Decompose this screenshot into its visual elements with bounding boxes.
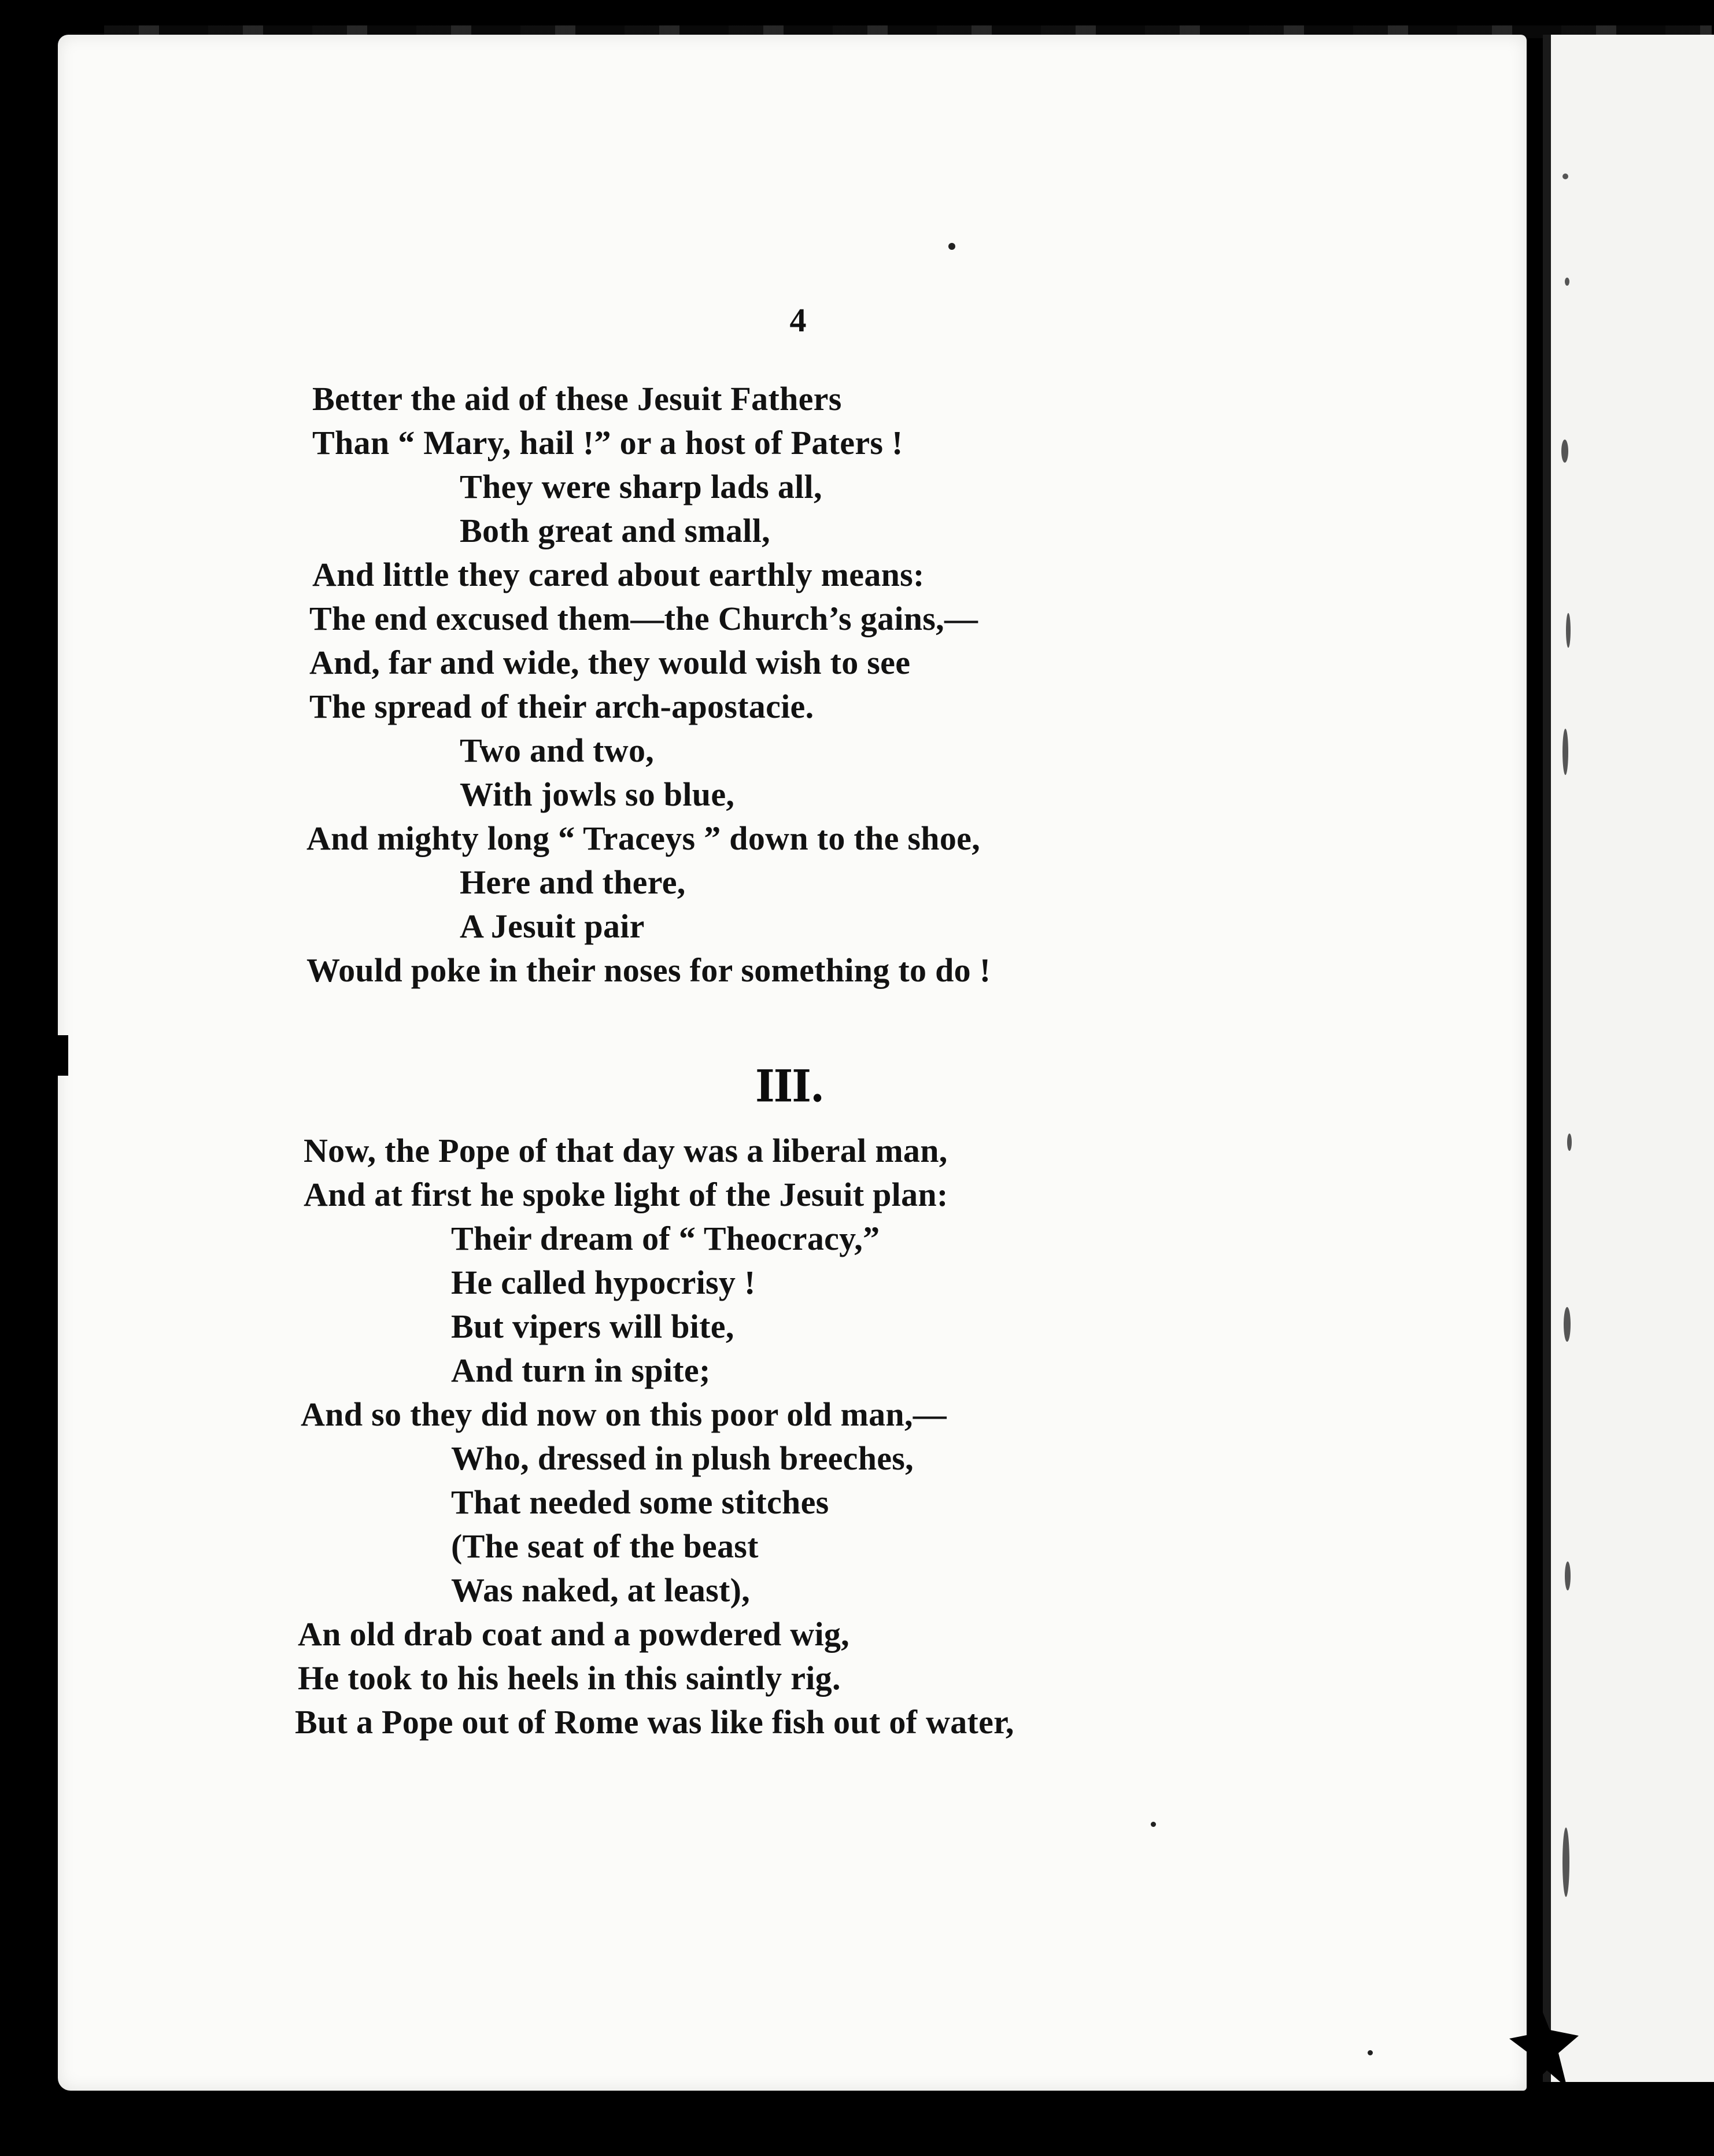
- poem-line: Would poke in their noses for something to do !: [306, 951, 991, 989]
- poem-line: An old drab coat and a powdered wig,: [298, 1615, 849, 1653]
- poem-line: Than “ Mary, hail !” or a host of Paters !: [312, 424, 903, 462]
- poem-line: The spread of their arch-apostacie.: [309, 688, 814, 725]
- poem-line: And at first he spoke light of the Jesuit plan:: [304, 1176, 948, 1213]
- poem-line: With jowls so blue,: [460, 776, 735, 813]
- poem-line: Two and two,: [460, 732, 655, 769]
- ink-speck: [948, 243, 955, 250]
- ink-speck: [1151, 1822, 1156, 1827]
- poem-line: Here and there,: [460, 863, 686, 901]
- poem-line: And turn in spite;: [451, 1352, 711, 1389]
- page-number: 4: [789, 301, 807, 339]
- poem-line: He took to his heels in this saintly rig.: [298, 1659, 841, 1697]
- ink-speck: [1368, 2050, 1373, 2055]
- poem-line: They were sharp lads all,: [460, 468, 822, 505]
- poem-line: And so they did now on this poor old man,—: [301, 1396, 947, 1433]
- poem-line: But a Pope out of Rome was like fish out of water,: [295, 1703, 1014, 1741]
- poem-line: Both great and small,: [460, 512, 770, 549]
- poem-line: (The seat of the beast: [451, 1527, 759, 1565]
- poem-line: Was naked, at least),: [451, 1571, 751, 1609]
- poem-line: Now, the Pope of that day was a liberal man,: [304, 1132, 948, 1169]
- poem-line: And mighty long “ Traceys ” down to the shoe,: [306, 819, 981, 857]
- poem-line: He called hypocrisy !: [451, 1264, 756, 1301]
- poem-line: And, far and wide, they would wish to see: [309, 644, 911, 681]
- poem-line: And little they cared about earthly means:: [312, 556, 925, 593]
- poem-line: Their dream of “ Theocracy,”: [451, 1220, 880, 1257]
- poem-line: The end excused them—the Church’s gains,—: [309, 600, 978, 637]
- poem-line: That needed some stitches: [451, 1483, 829, 1521]
- torn-corner-mark: [1504, 1989, 1596, 2105]
- poem-line: A Jesuit pair: [460, 907, 645, 945]
- poem-line: But vipers will bite,: [451, 1308, 734, 1345]
- adjacent-page-edge: [1543, 35, 1714, 2082]
- poem-line: Better the aid of these Jesuit Fathers: [312, 380, 842, 418]
- poem-line: Who, dressed in plush breeches,: [451, 1439, 914, 1477]
- section-heading: III.: [755, 1059, 824, 1112]
- page-fold-mark: [56, 1035, 68, 1076]
